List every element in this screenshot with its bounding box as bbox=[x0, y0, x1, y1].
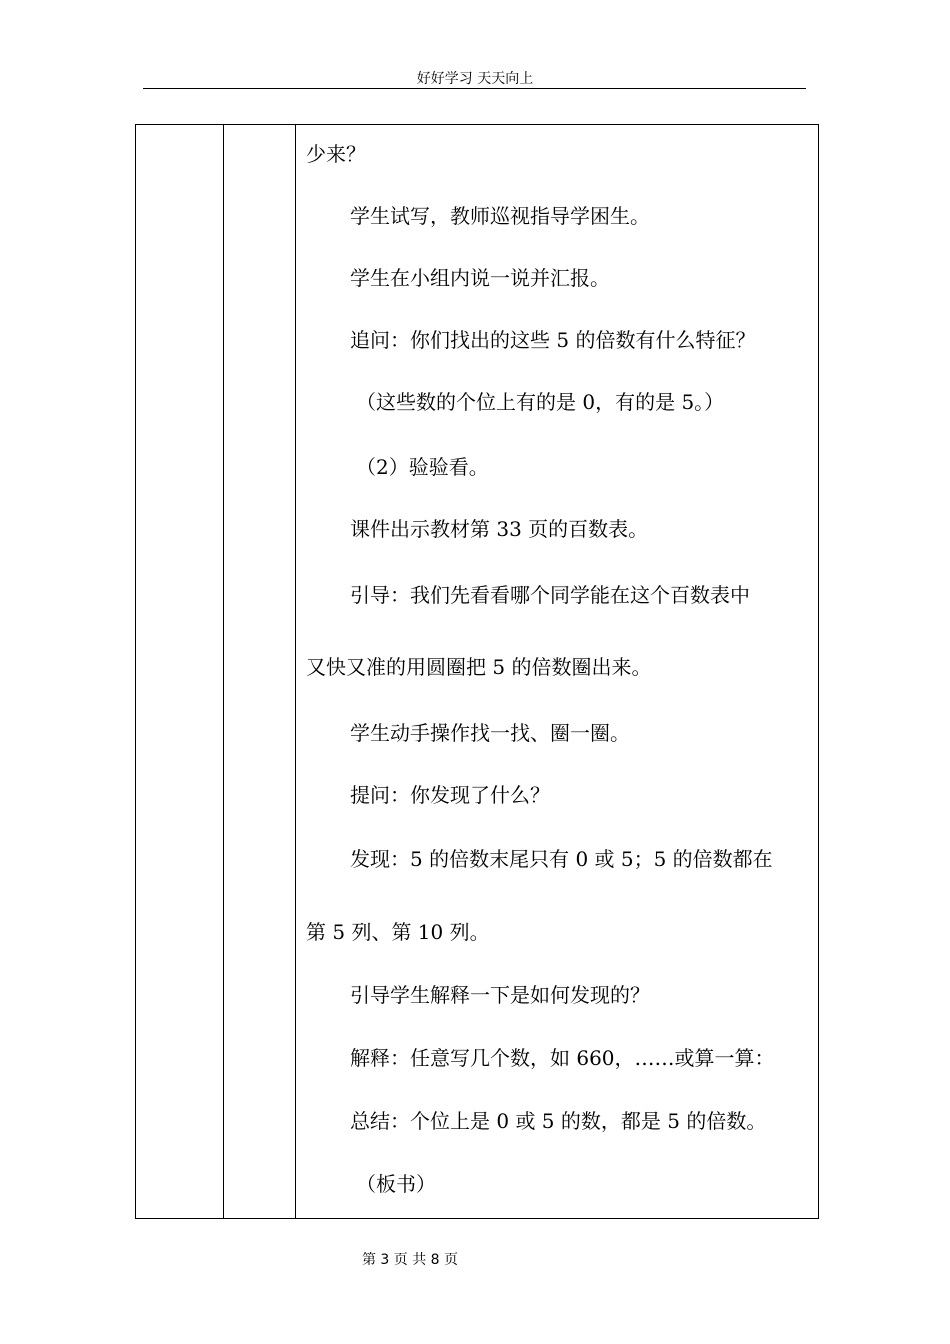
content-line: 引导学生解释一下是如何发现的？ bbox=[350, 983, 650, 1007]
content-line: 第 5 列、第 10 列。 bbox=[306, 920, 490, 944]
header-text: 好好学习 天天向上 bbox=[416, 71, 534, 87]
content-line: 追问：你们找出的这些 5 的倍数有什么特征？ bbox=[350, 328, 756, 352]
content-line: 学生在小组内说一说并汇报。 bbox=[350, 266, 610, 290]
content-line: 课件出示教材第 33 页的百数表。 bbox=[350, 517, 649, 541]
content-line: （这些数的个位上有的是 0，有的是 5。） bbox=[356, 390, 725, 414]
content-line: 引导：我们先看看哪个同学能在这个百数表中 bbox=[350, 583, 750, 607]
content-line: 又快又准的用圆圈把 5 的倍数圈出来。 bbox=[306, 655, 652, 679]
lesson-table bbox=[135, 124, 819, 1219]
content-line: （板书） bbox=[356, 1172, 436, 1196]
content-line: 总结：个位上是 0 或 5 的数，都是 5 的倍数。 bbox=[350, 1109, 767, 1133]
content-line: 少来？ bbox=[306, 142, 366, 166]
content-line: 发现：5 的倍数末尾只有 0 或 5；5 的倍数都在 bbox=[350, 847, 773, 871]
content-line: 解释：任意写几个数，如 660，……或算一算： bbox=[350, 1046, 775, 1070]
content-line: 学生动手操作找一找、圈一圈。 bbox=[350, 721, 630, 745]
column-divider-2 bbox=[295, 125, 296, 1218]
header-rule bbox=[143, 88, 806, 89]
content-line: （2）验验看。 bbox=[356, 455, 489, 479]
page-footer: 第 3 页 共 8 页 bbox=[361, 1252, 459, 1268]
content-line: 学生试写，教师巡视指导学困生。 bbox=[350, 204, 650, 228]
column-divider-1 bbox=[223, 125, 224, 1218]
content-line: 提问：你发现了什么？ bbox=[350, 783, 550, 807]
